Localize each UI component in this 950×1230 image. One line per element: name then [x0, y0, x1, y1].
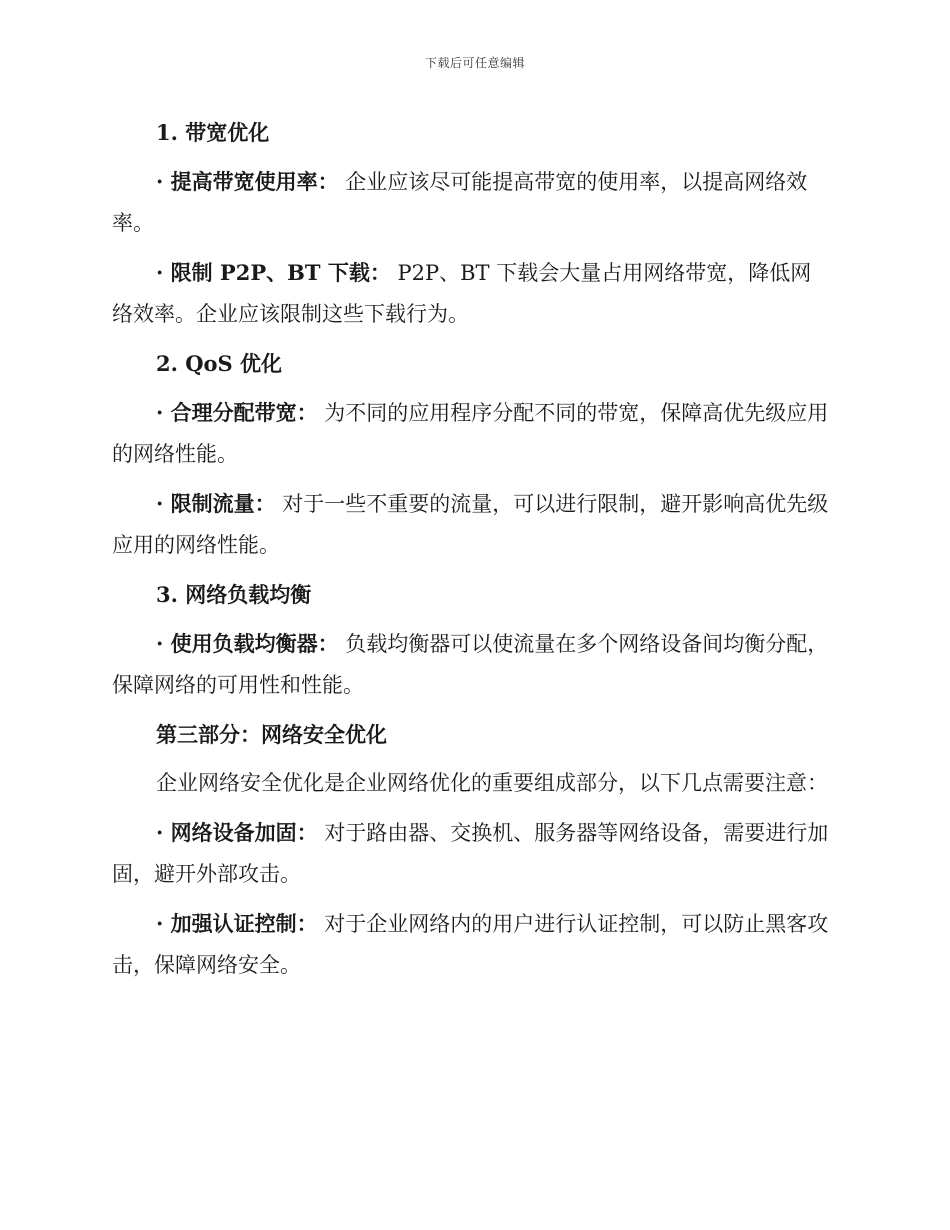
item-label: · 限制 P2P、BT 下载： — [156, 260, 391, 285]
section-heading-bandwidth: 1. 带宽优化 — [156, 120, 270, 145]
intro-paragraph: 企业网络安全优化是企业网络优化的重要组成部分，以下几点需要注意： — [156, 771, 828, 795]
list-item — [112, 623, 832, 706]
document-body — [112, 112, 832, 994]
section-heading-load-balancing: 3. 网络负载均衡 — [156, 582, 312, 607]
item-text: 对于企业网络内的用户进行认证控制，可以防止黑客攻击，保障网络安全。 — [112, 912, 829, 977]
item-text: 对于一些不重要的流量，可以进行限制，避开影响高优先级应用的网络性能。 — [112, 492, 829, 557]
list-item — [112, 483, 832, 566]
item-text: 对于路由器、交换机、服务器等网络设备，需要进行加固，避开外部攻击。 — [112, 821, 829, 886]
item-text: 为不同的应用程序分配不同的带宽，保障高优先级应用的网络性能。 — [112, 401, 829, 466]
part-heading-security: 第三部分：网络安全优化 — [156, 722, 387, 747]
list-item — [112, 161, 832, 244]
item-label: · 加强认证控制： — [156, 911, 318, 936]
section-heading-qos: 2. QoS 优化 — [156, 351, 283, 376]
list-item — [112, 903, 832, 986]
item-label: · 合理分配带宽： — [156, 400, 318, 425]
item-label: · 网络设备加固： — [156, 820, 318, 845]
item-label: · 提高带宽使用率： — [156, 169, 339, 194]
list-item — [112, 392, 832, 475]
list-item — [112, 812, 832, 895]
item-text: 负载均衡器可以使流量在多个网络设备间均衡分配，保障网络的可用性和性能。 — [112, 632, 829, 697]
page-header: 下载后可任意编辑 — [424, 56, 525, 70]
item-label: · 限制流量： — [156, 491, 276, 516]
item-text: P2P、BT 下载会大量占用网络带宽，降低网络效率。企业应该限制这些下载行为。 — [112, 261, 812, 326]
list-item — [112, 252, 832, 335]
item-label: · 使用负载均衡器： — [156, 631, 339, 656]
item-text: 企业应该尽可能提高带宽的使用率，以提高网络效率。 — [112, 170, 808, 235]
